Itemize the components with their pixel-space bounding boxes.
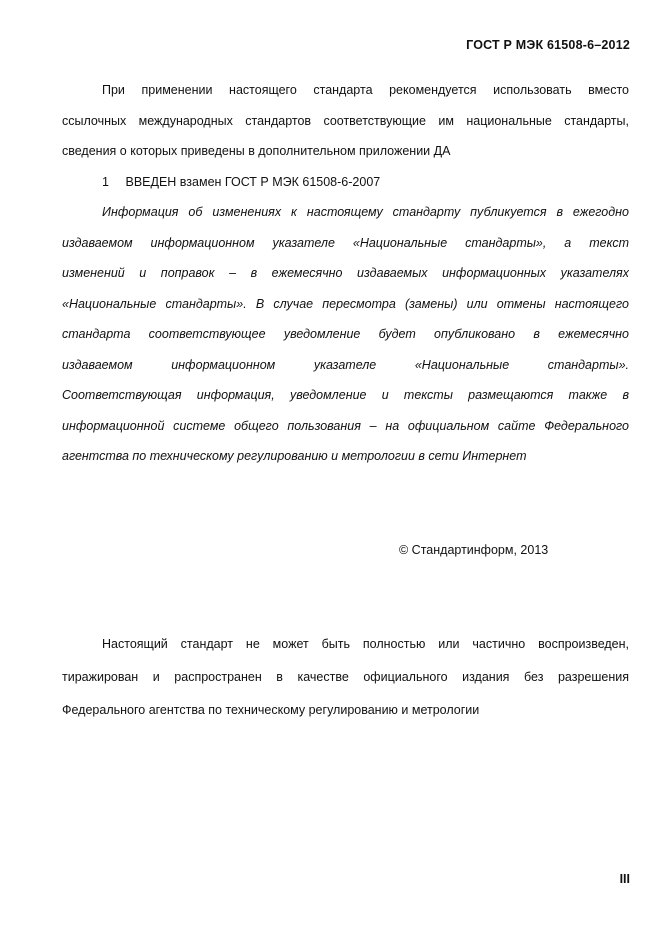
document-header: ГОСТ Р МЭК 61508-6–2012 <box>466 38 630 52</box>
rights-line: Федерального агентства по техническому регулированию и метрологии <box>62 703 480 717</box>
info-line: агентства по техническому регулированию и метрологии в сети Интернет <box>62 449 527 463</box>
info-line: издаваемом информационном указателе «Национальные стандарты», а текст <box>62 235 629 250</box>
info-paragraph <box>62 197 629 472</box>
info-line: стандарта соответствующее уведомление будет опубликовано в ежемесячно <box>62 327 629 341</box>
info-line: изменений и поправок – в ежемесячно издаваемых информационных указателях <box>62 266 629 280</box>
item-number: 1 <box>102 175 109 189</box>
info-line: Соответствующая информация, уведомление и тексты размещаются также в <box>62 388 629 402</box>
copyright-notice: © Стандартинформ, 2013 <box>399 543 549 557</box>
rights-line: Настоящий стандарт не может быть полностью или частично воспроизведен, <box>102 637 629 651</box>
intro-line: ссылочных международных стандартов соответствующие им национальные стандарты, <box>62 113 629 128</box>
rights-paragraph <box>62 628 629 727</box>
rights-line: тиражирован и распространен в качестве официального издания без разрешения <box>62 670 629 684</box>
intro-paragraph <box>62 75 629 167</box>
item-text: ВВЕДЕН взамен ГОСТ Р МЭК 61508-6-2007 <box>125 175 381 189</box>
info-line: Информация об изменениях к настоящему стандарту публикуется в ежегодно <box>102 205 629 219</box>
page-number: III <box>619 872 630 886</box>
item-1 <box>102 167 380 198</box>
info-line: «Национальные стандарты». В случае пересмотра (замены) или отмены настоящего <box>62 296 629 311</box>
info-line: издаваемом информационном указателе «Национальные стандарты». <box>62 357 629 372</box>
intro-line: При применении настоящего стандарта рекомендуется использовать вместо <box>102 83 629 97</box>
info-line: информационной системе общего пользования – на официальном сайте Федерального <box>62 418 629 433</box>
intro-line: сведения о которых приведены в дополнительном приложении ДА <box>62 144 451 158</box>
